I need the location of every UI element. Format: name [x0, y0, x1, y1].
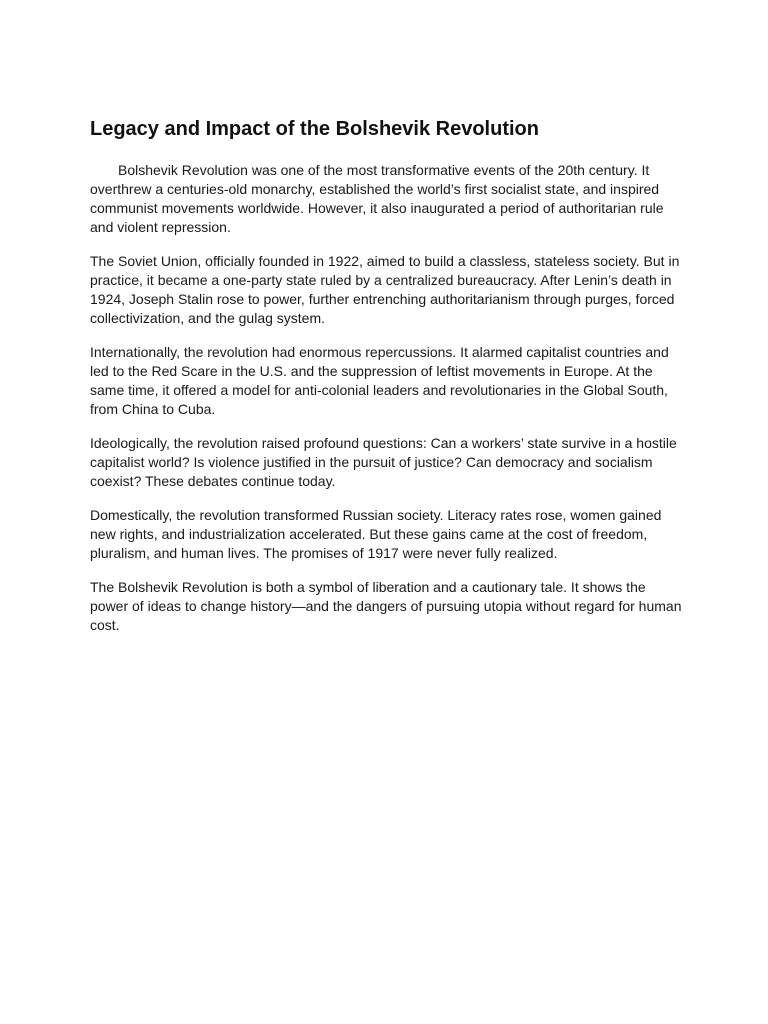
paragraph-intro: Bolshevik Revolution was one of the most transformative events of the 20th century. It overthrew a centuries-old monarchy, established the world’s first socialist state, and inspired communist movements worldwide. However, it also inaugurated a period of authoritarian rule and violent repression.: [90, 162, 664, 235]
document-title: Legacy and Impact of the Bolshevik Revolution: [90, 118, 539, 140]
paragraph-ideological: Ideologically, the revolution raised profound questions: Can a workers’ state survive in a hostile capitalist world? Is violence justified in the pursuit of justice? Can democracy and socialism coexist? These debates continue today.: [90, 435, 677, 489]
paragraph-soviet-union: The Soviet Union, officially founded in 1922, aimed to build a classless, stateless society. But in practice, it became a one-party state ruled by a centralized bureaucracy. After Lenin’s death in 1924, Joseph Stalin rose to power, further entrenching authoritarianism through purges, forced collectivization, and the gulag system.: [90, 253, 680, 326]
paragraph-domestic: Domestically, the revolution transformed Russian society. Literacy rates rose, women gained new rights, and industrialization accelerated. But these gains came at the cost of freedom, pluralism, and human lives. The promises of 1917 were never fully realized.: [90, 507, 662, 561]
document-body: [90, 116, 682, 650]
paragraph-conclusion: The Bolshevik Revolution is both a symbol of liberation and a cautionary tale. It shows the power of ideas to change history—and the dangers of pursuing utopia without regard for human cost.: [90, 579, 682, 633]
paragraph-international: Internationally, the revolution had enormous repercussions. It alarmed capitalist countries and led to the Red Scare in the U.S. and the suppression of leftist movements in Europe. At the same time, it offered a model for anti-colonial leaders and revolutionaries in the Global South, from China to Cuba.: [90, 344, 669, 417]
